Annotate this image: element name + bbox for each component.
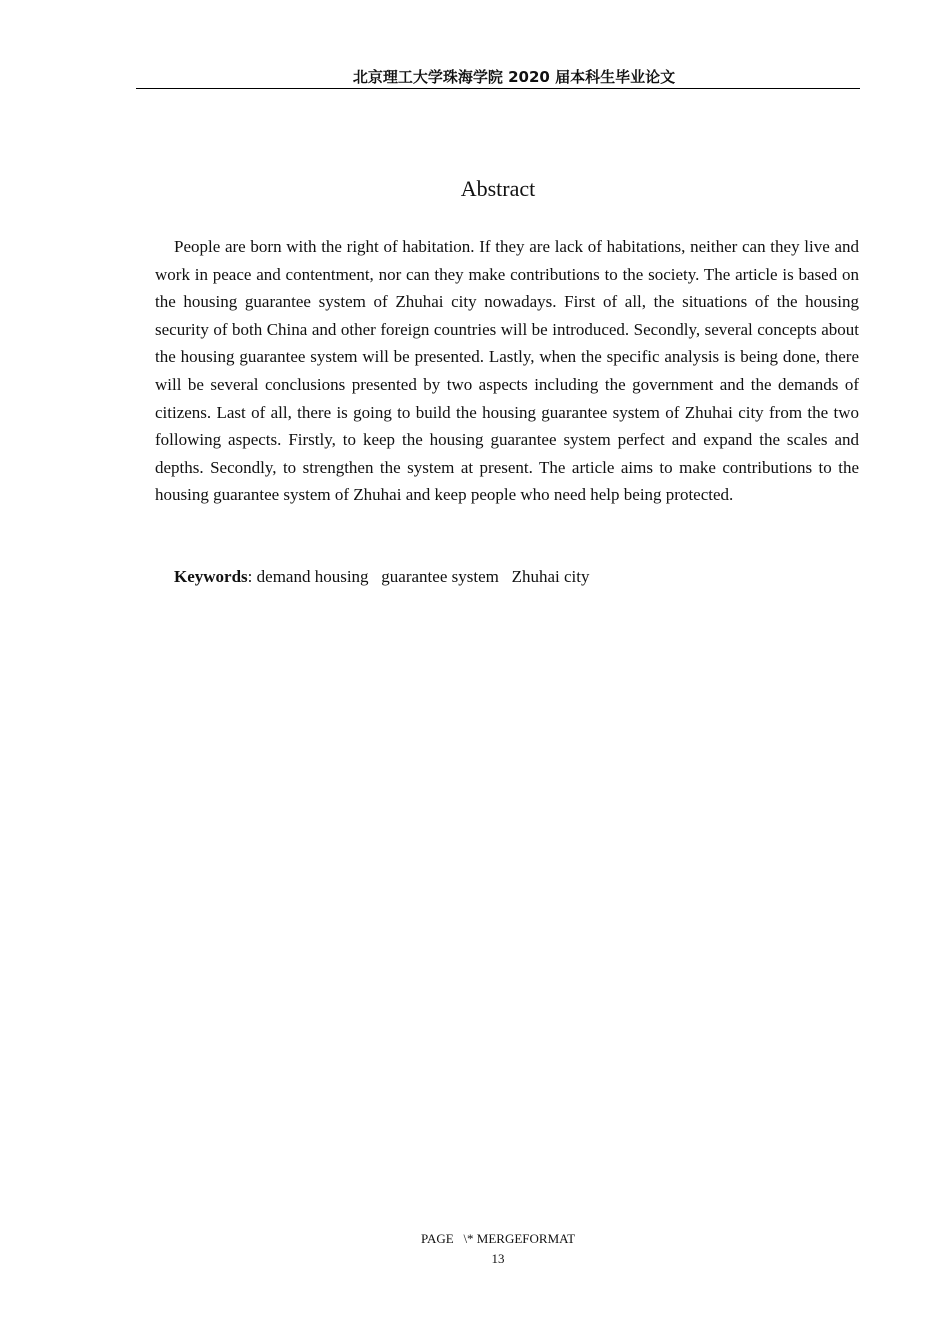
keywords-label: Keywords [174,567,248,586]
page-number: 13 [491,1251,505,1266]
keywords-text: : demand housing guarantee system Zhuhai city [247,567,590,586]
page-footer [398,1229,598,1269]
running-header [136,66,860,89]
abstract-title: Abstract [460,176,536,201]
keywords-line [155,563,859,591]
running-header-text: 北京理工大学珠海学院 2020 届本科生毕业论文 [352,68,676,86]
page-field-code: PAGE \* MERGEFORMAT [420,1231,576,1246]
abstract-body: People are born with the right of habitation. If they are lack of habitations, neither can they live and work in peace and contentment, nor can they make contributions to the society. The article is based on the housing guarantee system of Zhuhai city nowadays. First of all, the situations of the housing security of both China and other foreign countries will be introduced. Secondly, several concepts about the housing guarantee system will be presented. Lastly, when the specific analysis is being done, there will be several conclusions presented by two aspects including the government and the demands of citizens. Last of all, there is going to build the housing guarantee system of Zhuhai city from the two following aspects. Firstly, to keep the housing guarantee system perfect and expand the scales and depths. Secondly, to strengthen the system at present. The article aims to make contributions to the housing guarantee system of Zhuhai and keep people who need help being protected. [155,237,859,505]
